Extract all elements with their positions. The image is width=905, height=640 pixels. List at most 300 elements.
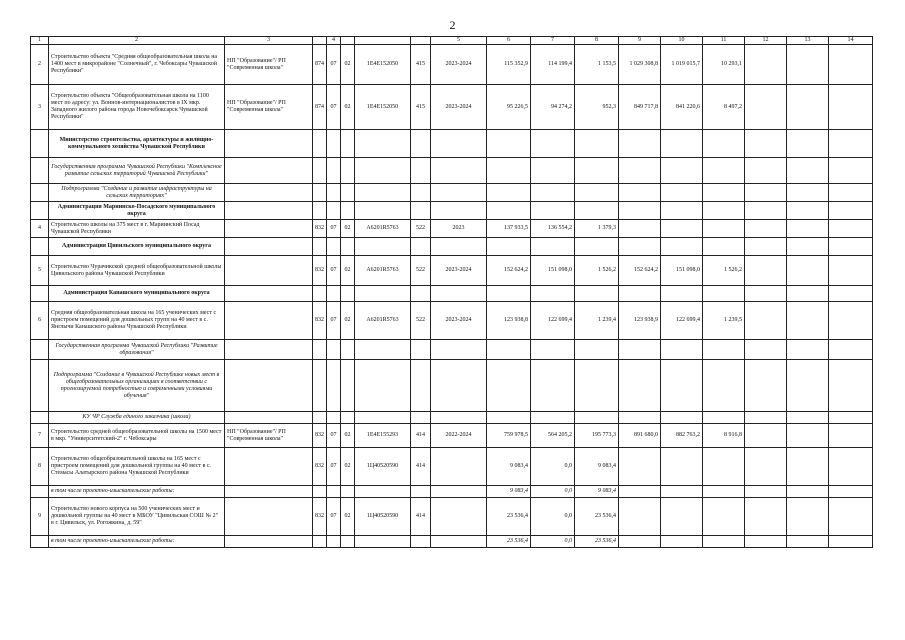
period: 2023 xyxy=(431,220,487,238)
subtotal-label: в том числе проектно-изыскательские работы: xyxy=(49,486,225,498)
period: 2023-2024 xyxy=(431,256,487,286)
empty-cell xyxy=(327,536,341,548)
empty-cell xyxy=(355,286,411,302)
empty-cell xyxy=(431,184,487,202)
empty-cell xyxy=(703,486,745,498)
empty-cell xyxy=(829,238,873,256)
empty-cell xyxy=(341,184,355,202)
code-subsection: 02 xyxy=(341,424,355,448)
empty-cell xyxy=(355,360,411,412)
empty-cell xyxy=(487,360,531,412)
empty-cell xyxy=(411,238,431,256)
empty-cell xyxy=(619,412,661,424)
empty-cell xyxy=(327,130,341,158)
object-description: Строительство Чурачикской средней общеобразовательной школы Цивильского района Чувашской Республики xyxy=(49,256,225,286)
empty-cell xyxy=(313,130,327,158)
code-ministry: 832 xyxy=(313,424,327,448)
empty-cell xyxy=(313,340,327,360)
empty-cell xyxy=(355,486,411,498)
empty-cell xyxy=(661,340,703,360)
code-expense: 414 xyxy=(411,448,431,486)
column-header: 1 xyxy=(31,37,49,45)
empty-cell xyxy=(487,158,531,184)
code-target: 1Ц40520590 xyxy=(355,448,411,486)
object-description: Строительство средней общеобразовательной школы на 1500 мест в мкр. "Университетский-2" г. Чебоксары xyxy=(49,424,225,448)
amount-c9 xyxy=(619,220,661,238)
empty-cell xyxy=(487,130,531,158)
empty-cell xyxy=(829,536,873,548)
code-section: 07 xyxy=(327,448,341,486)
section-heading: Администрация Канашского муниципального округа xyxy=(49,286,225,302)
empty-cell xyxy=(327,340,341,360)
empty-cell xyxy=(327,238,341,256)
amount-c7: 0,0 xyxy=(531,486,575,498)
empty-cell xyxy=(411,184,431,202)
empty-cell xyxy=(531,158,575,184)
row-number xyxy=(31,486,49,498)
section-heading: Государственная программа Чувашской Республики "Развитие образования" xyxy=(49,340,225,360)
empty-cell xyxy=(411,536,431,548)
table-row xyxy=(31,256,873,286)
amount-c9 xyxy=(619,498,661,536)
amount-c8: 9 083,4 xyxy=(575,486,619,498)
amount-c6: 123 938,8 xyxy=(487,302,531,340)
empty-cell xyxy=(661,130,703,158)
amount-c13 xyxy=(787,220,829,238)
code-ministry: 832 xyxy=(313,498,327,536)
amount-c14 xyxy=(829,302,873,340)
period xyxy=(431,498,487,536)
empty-cell xyxy=(225,130,313,158)
empty-cell xyxy=(531,340,575,360)
amount-c11: 8 916,8 xyxy=(703,424,745,448)
amount-c11: 8 497,2 xyxy=(703,85,745,130)
empty-cell xyxy=(787,238,829,256)
row-number: 9 xyxy=(31,498,49,536)
empty-cell xyxy=(411,412,431,424)
empty-cell xyxy=(487,184,531,202)
empty-cell xyxy=(341,238,355,256)
empty-cell xyxy=(411,158,431,184)
column-header: 7 xyxy=(531,37,575,45)
amount-c7: 0,0 xyxy=(531,536,575,548)
code-target: 1Ц40520590 xyxy=(355,498,411,536)
amount-c6: 9 083,4 xyxy=(487,448,531,486)
empty-cell xyxy=(787,202,829,220)
code-expense: 522 xyxy=(411,220,431,238)
section-heading-row xyxy=(31,130,873,158)
amount-c6: 23 536,4 xyxy=(487,536,531,548)
empty-cell xyxy=(829,130,873,158)
empty-cell xyxy=(225,412,313,424)
empty-cell xyxy=(703,360,745,412)
empty-cell xyxy=(531,184,575,202)
empty-cell xyxy=(313,184,327,202)
column-header: 12 xyxy=(745,37,787,45)
row-number: 4 xyxy=(31,220,49,238)
empty-cell xyxy=(341,158,355,184)
amount-c7: 151 098,0 xyxy=(531,256,575,286)
empty-cell xyxy=(327,412,341,424)
empty-cell xyxy=(745,360,787,412)
code-target: А6201R5763 xyxy=(355,256,411,286)
amount-c8: 952,3 xyxy=(575,85,619,130)
empty-cell xyxy=(619,238,661,256)
code-section: 07 xyxy=(327,302,341,340)
amount-c14 xyxy=(829,498,873,536)
empty-cell xyxy=(703,184,745,202)
empty-cell xyxy=(619,360,661,412)
section-heading-row xyxy=(31,360,873,412)
amount-c8: 1 153,5 xyxy=(575,45,619,85)
program-source: НП "Образование"/ РП "Современная школа" xyxy=(225,45,313,85)
amount-c10: 882 763,2 xyxy=(661,424,703,448)
empty-cell xyxy=(313,360,327,412)
empty-cell xyxy=(411,360,431,412)
empty-cell xyxy=(661,360,703,412)
empty-cell xyxy=(787,158,829,184)
empty-cell xyxy=(575,286,619,302)
amount-c7: 0,0 xyxy=(531,448,575,486)
empty-cell xyxy=(829,412,873,424)
amount-c14 xyxy=(829,45,873,85)
amount-c8: 1 239,4 xyxy=(575,302,619,340)
empty-cell xyxy=(487,202,531,220)
empty-cell xyxy=(619,158,661,184)
amount-c11: 10 293,1 xyxy=(703,45,745,85)
table-row xyxy=(31,220,873,238)
code-section: 07 xyxy=(327,424,341,448)
amount-c11 xyxy=(703,498,745,536)
amount-c14 xyxy=(829,85,873,130)
empty-cell xyxy=(355,412,411,424)
table-row xyxy=(31,85,873,130)
empty-cell xyxy=(531,238,575,256)
section-heading-row xyxy=(31,412,873,424)
empty-cell xyxy=(787,412,829,424)
amount-c13 xyxy=(787,424,829,448)
row-number: 8 xyxy=(31,448,49,486)
amount-c6: 152 624,2 xyxy=(487,256,531,286)
section-heading: Администрация Мариинско-Посадского муниципального округа xyxy=(49,202,225,220)
code-section: 07 xyxy=(327,498,341,536)
program-source xyxy=(225,498,313,536)
empty-cell xyxy=(341,286,355,302)
code-expense: 414 xyxy=(411,424,431,448)
section-heading-row xyxy=(31,158,873,184)
amount-c7: 0,0 xyxy=(531,498,575,536)
empty-cell xyxy=(703,158,745,184)
period xyxy=(431,448,487,486)
empty-cell xyxy=(431,360,487,412)
row-number xyxy=(31,536,49,548)
empty-cell xyxy=(531,130,575,158)
empty-cell xyxy=(341,340,355,360)
column-header: 13 xyxy=(787,37,829,45)
empty-cell xyxy=(787,360,829,412)
amount-c14 xyxy=(829,424,873,448)
section-heading-row xyxy=(31,184,873,202)
empty-cell xyxy=(575,202,619,220)
table-row xyxy=(31,302,873,340)
code-expense: 414 xyxy=(411,498,431,536)
empty-cell xyxy=(431,202,487,220)
empty-cell xyxy=(661,202,703,220)
amount-c12 xyxy=(745,85,787,130)
period: 2023-2024 xyxy=(431,45,487,85)
empty-cell xyxy=(787,486,829,498)
row-number xyxy=(31,184,49,202)
empty-cell xyxy=(745,340,787,360)
code-ministry: 832 xyxy=(313,256,327,286)
empty-cell xyxy=(745,238,787,256)
amount-c13 xyxy=(787,45,829,85)
empty-cell xyxy=(787,340,829,360)
amount-c12 xyxy=(745,256,787,286)
empty-cell xyxy=(327,286,341,302)
amount-c6: 23 536,4 xyxy=(487,498,531,536)
empty-cell xyxy=(341,360,355,412)
amount-c12 xyxy=(745,302,787,340)
column-header: 6 xyxy=(487,37,531,45)
subtotal-row xyxy=(31,536,873,548)
object-description: Строительство объекта "Общеобразовательная школа на 1100 мест по адресу: ул. Воинов-интернационалистов в IX мкр. Западного жилого района города Новочебоксарск Чувашской Республики" xyxy=(49,85,225,130)
code-subsection: 02 xyxy=(341,45,355,85)
empty-cell xyxy=(313,238,327,256)
empty-cell xyxy=(661,158,703,184)
section-heading-row xyxy=(31,202,873,220)
section-heading: Подпрограмма "Создание в Чувашской Республике новых мест в общеобразовательных организациях в соответствии с прогнозируемой потребностью и современными условиями обучения" xyxy=(49,360,225,412)
column-header: 9 xyxy=(619,37,661,45)
empty-cell xyxy=(619,340,661,360)
row-number xyxy=(31,130,49,158)
code-expense: 522 xyxy=(411,256,431,286)
section-heading: Подпрограмма "Создание и развитие инфраструктуры на сельских территориях" xyxy=(49,184,225,202)
empty-cell xyxy=(575,130,619,158)
empty-cell xyxy=(355,130,411,158)
amount-c8: 1 526,2 xyxy=(575,256,619,286)
amount-c7: 114 199,4 xyxy=(531,45,575,85)
empty-cell xyxy=(225,202,313,220)
code-ministry: 832 xyxy=(313,302,327,340)
empty-cell xyxy=(431,130,487,158)
header-row xyxy=(31,37,873,45)
empty-cell xyxy=(327,360,341,412)
empty-cell xyxy=(411,486,431,498)
amount-c8: 9 083,4 xyxy=(575,448,619,486)
row-number xyxy=(31,340,49,360)
amount-c11: 1 526,2 xyxy=(703,256,745,286)
empty-cell xyxy=(661,486,703,498)
empty-cell xyxy=(745,286,787,302)
amount-c10 xyxy=(661,498,703,536)
empty-cell xyxy=(745,158,787,184)
amount-c9: 849 717,8 xyxy=(619,85,661,130)
code-ministry: 832 xyxy=(313,448,327,486)
row-number: 5 xyxy=(31,256,49,286)
code-ministry: 874 xyxy=(313,85,327,130)
empty-cell xyxy=(431,340,487,360)
amount-c7: 94 274,2 xyxy=(531,85,575,130)
empty-cell xyxy=(829,286,873,302)
empty-cell xyxy=(225,340,313,360)
amount-c8: 1 379,3 xyxy=(575,220,619,238)
code-target: 1Е4Е152050 xyxy=(355,45,411,85)
column-header xyxy=(355,37,411,45)
empty-cell xyxy=(487,412,531,424)
empty-cell xyxy=(341,412,355,424)
empty-cell xyxy=(661,286,703,302)
page-number: 2 xyxy=(449,18,456,32)
empty-cell xyxy=(703,238,745,256)
amount-c7: 136 554,2 xyxy=(531,220,575,238)
amount-c8: 195 773,3 xyxy=(575,424,619,448)
amount-c10 xyxy=(661,220,703,238)
budget-table xyxy=(30,36,873,548)
object-description: Строительство общеобразовательной школы на 165 мест с пристроем помещений для дошкольной группы на 40 мест в с. Стемасы Алатырского района Чувашской Республики xyxy=(49,448,225,486)
empty-cell xyxy=(531,412,575,424)
amount-c12 xyxy=(745,498,787,536)
empty-cell xyxy=(327,158,341,184)
empty-cell xyxy=(661,412,703,424)
empty-cell xyxy=(431,158,487,184)
code-target: А6201R5763 xyxy=(355,220,411,238)
period: 2022-2024 xyxy=(431,424,487,448)
code-expense: 415 xyxy=(411,85,431,130)
amount-c6: 9 083,4 xyxy=(487,486,531,498)
empty-cell xyxy=(411,202,431,220)
code-target: 1Е4Е152050 xyxy=(355,85,411,130)
amount-c11 xyxy=(703,448,745,486)
empty-cell xyxy=(575,238,619,256)
program-source xyxy=(225,220,313,238)
amount-c10: 122 699,4 xyxy=(661,302,703,340)
empty-cell xyxy=(431,412,487,424)
empty-cell xyxy=(341,130,355,158)
empty-cell xyxy=(487,340,531,360)
empty-cell xyxy=(703,286,745,302)
empty-cell xyxy=(355,238,411,256)
amount-c10: 151 098,0 xyxy=(661,256,703,286)
row-number: 2 xyxy=(31,45,49,85)
amount-c12 xyxy=(745,424,787,448)
amount-c13 xyxy=(787,448,829,486)
empty-cell xyxy=(355,536,411,548)
empty-cell xyxy=(745,184,787,202)
amount-c12 xyxy=(745,45,787,85)
amount-c10: 1 019 015,7 xyxy=(661,45,703,85)
subtotal-label: в том числе проектно-изыскательские работы: xyxy=(49,536,225,548)
empty-cell xyxy=(703,536,745,548)
row-number xyxy=(31,158,49,184)
empty-cell xyxy=(787,184,829,202)
amount-c8: 23 536,4 xyxy=(575,498,619,536)
code-section: 07 xyxy=(327,256,341,286)
code-expense: 522 xyxy=(411,302,431,340)
amount-c9: 152 624,2 xyxy=(619,256,661,286)
amount-c6: 759 978,5 xyxy=(487,424,531,448)
amount-c9 xyxy=(619,448,661,486)
empty-cell xyxy=(829,340,873,360)
table-row xyxy=(31,498,873,536)
empty-cell xyxy=(531,202,575,220)
empty-cell xyxy=(355,158,411,184)
row-number xyxy=(31,238,49,256)
empty-cell xyxy=(575,340,619,360)
empty-cell xyxy=(575,360,619,412)
empty-cell xyxy=(619,130,661,158)
amount-c13 xyxy=(787,85,829,130)
code-expense: 415 xyxy=(411,45,431,85)
empty-cell xyxy=(619,202,661,220)
empty-cell xyxy=(341,202,355,220)
program-source xyxy=(225,256,313,286)
amount-c12 xyxy=(745,220,787,238)
amount-c7: 122 699,4 xyxy=(531,302,575,340)
amount-c10 xyxy=(661,448,703,486)
amount-c13 xyxy=(787,302,829,340)
code-section: 07 xyxy=(327,85,341,130)
empty-cell xyxy=(787,536,829,548)
empty-cell xyxy=(661,184,703,202)
amount-c14 xyxy=(829,448,873,486)
empty-cell xyxy=(745,486,787,498)
column-header: 14 xyxy=(829,37,873,45)
amount-c6: 137 933,5 xyxy=(487,220,531,238)
empty-cell xyxy=(355,202,411,220)
empty-cell xyxy=(661,238,703,256)
empty-cell xyxy=(487,286,531,302)
empty-cell xyxy=(745,412,787,424)
empty-cell xyxy=(225,536,313,548)
code-ministry: 832 xyxy=(313,220,327,238)
empty-cell xyxy=(313,486,327,498)
empty-cell xyxy=(575,412,619,424)
code-target: А6201R5763 xyxy=(355,302,411,340)
empty-cell xyxy=(313,286,327,302)
empty-cell xyxy=(703,202,745,220)
amount-c6: 95 226,5 xyxy=(487,85,531,130)
amount-c12 xyxy=(745,448,787,486)
empty-cell xyxy=(411,130,431,158)
amount-c6: 115 352,9 xyxy=(487,45,531,85)
empty-cell xyxy=(431,486,487,498)
empty-cell xyxy=(225,184,313,202)
amount-c9: 1 029 308,8 xyxy=(619,45,661,85)
code-section: 07 xyxy=(327,45,341,85)
row-number: 7 xyxy=(31,424,49,448)
period: 2023-2024 xyxy=(431,302,487,340)
amount-c14 xyxy=(829,256,873,286)
empty-cell xyxy=(661,536,703,548)
empty-cell xyxy=(225,286,313,302)
table-row xyxy=(31,424,873,448)
object-description: Средняя общеобразовательная школа на 165 ученических мест с пристроем помещений для дошкольных групп на 40 мест в с. Янглычи Канашского района Чувашской Республики xyxy=(49,302,225,340)
empty-cell xyxy=(411,286,431,302)
column-header xyxy=(411,37,431,45)
empty-cell xyxy=(703,340,745,360)
empty-cell xyxy=(619,536,661,548)
empty-cell xyxy=(575,184,619,202)
empty-cell xyxy=(411,340,431,360)
empty-cell xyxy=(225,360,313,412)
empty-cell xyxy=(829,158,873,184)
amount-c11: 1 239,5 xyxy=(703,302,745,340)
empty-cell xyxy=(313,536,327,548)
empty-cell xyxy=(829,184,873,202)
empty-cell xyxy=(327,184,341,202)
empty-cell xyxy=(225,486,313,498)
